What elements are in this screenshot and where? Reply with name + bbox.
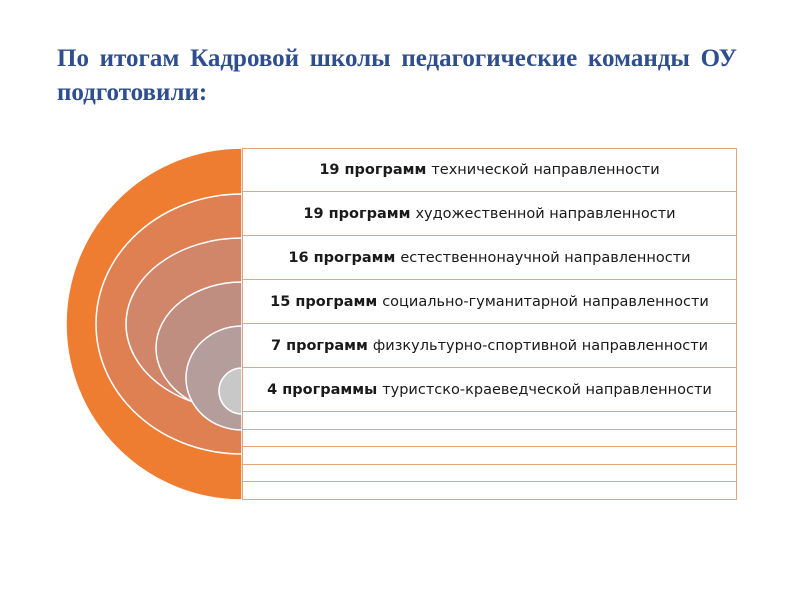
program-direction: туристско-краеведческой направленности bbox=[382, 381, 712, 398]
program-direction: естественнонаучной направленности bbox=[400, 249, 691, 266]
empty-row bbox=[242, 482, 737, 500]
program-row-tourism bbox=[242, 368, 737, 412]
program-direction: физкультурно-спортивной направленности bbox=[372, 337, 709, 354]
program-count: 7 программ bbox=[270, 337, 368, 354]
slide-title: По итогам Кадровой школы педагогические команды ОУ подготовили: bbox=[57, 45, 737, 106]
program-count: 16 программ bbox=[288, 249, 396, 266]
program-list bbox=[242, 148, 737, 500]
program-count: 15 программ bbox=[270, 293, 378, 310]
program-row-natural-science bbox=[242, 236, 737, 280]
empty-row bbox=[242, 465, 737, 483]
empty-row bbox=[242, 412, 737, 430]
program-direction: художественной направленности bbox=[415, 205, 676, 222]
empty-row bbox=[242, 430, 737, 448]
program-direction: технической направленности bbox=[431, 162, 660, 178]
program-row-sports bbox=[242, 324, 737, 368]
program-count: 19 программ bbox=[319, 162, 427, 178]
program-row-social-humanitarian bbox=[242, 280, 737, 324]
program-row-artistic bbox=[242, 192, 737, 236]
empty-row bbox=[242, 447, 737, 465]
program-count: 19 программ bbox=[303, 205, 411, 222]
program-count: 4 программы bbox=[267, 381, 378, 398]
program-direction: социально-гуманитарной направленности bbox=[382, 293, 709, 310]
program-row-technical bbox=[242, 148, 737, 192]
